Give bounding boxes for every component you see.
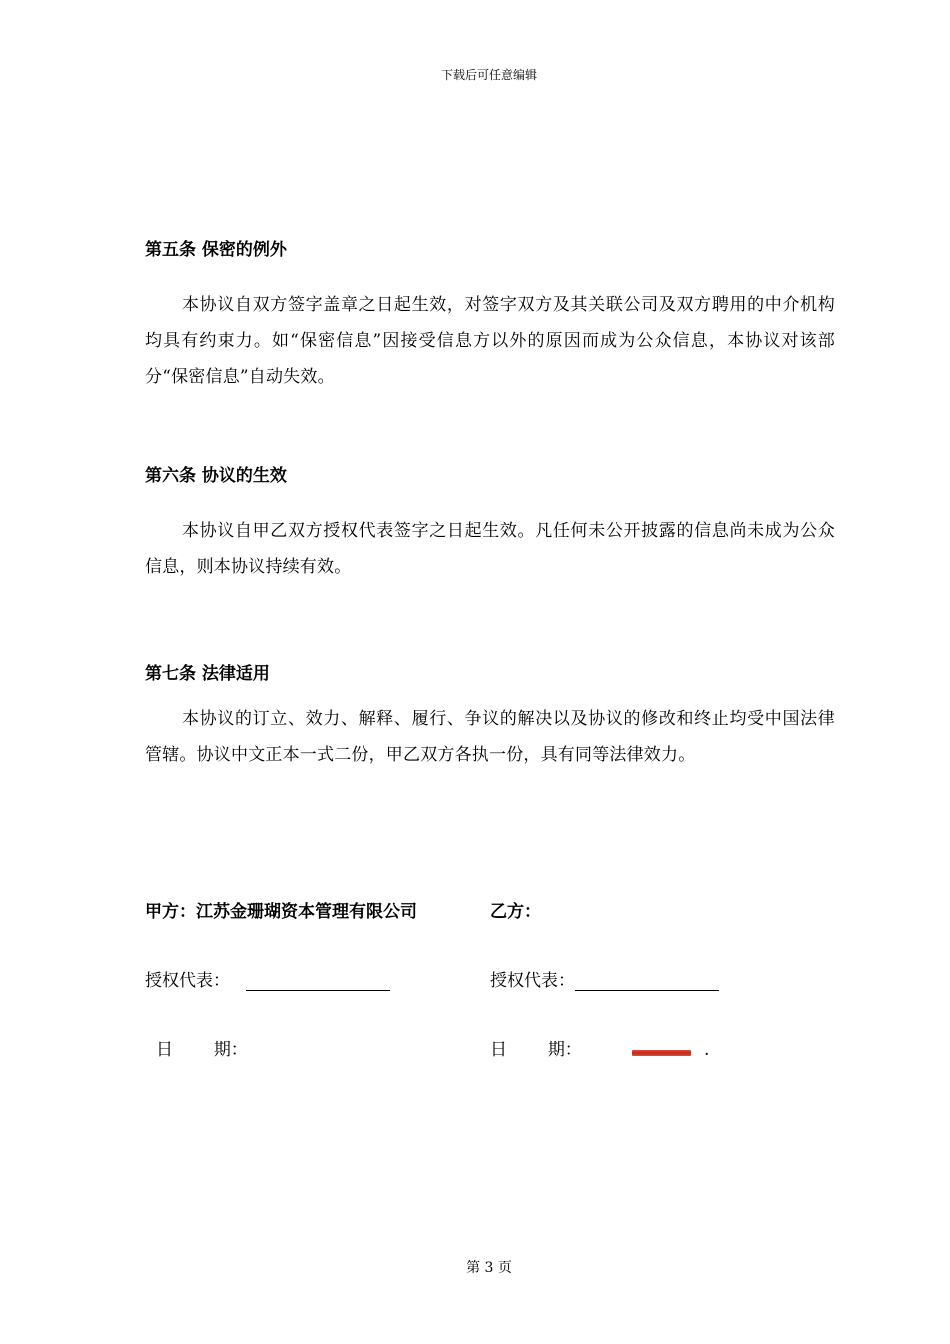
red-stamp-mark [632,1050,691,1056]
signature-blank-line [246,974,390,991]
page-number: 第 3 页 [466,1260,512,1276]
signature-blank-line [575,974,719,991]
date-label-char: 日 [490,1040,507,1060]
section-heading: 第五条 保密的例外 [145,240,287,260]
representative-label: 授权代表： [490,971,575,991]
party-b-date [490,1040,582,1060]
party-b-name: 乙方： [490,902,541,922]
date-label-char: 期： [547,1040,582,1060]
section-heading: 第六条 协议的生效 [145,466,287,486]
date-label-char: 期： [213,1040,248,1060]
party-a-representative [145,971,390,991]
party-a-name: 甲方：江苏金珊瑚资本管理有限公司 [145,902,417,922]
section-body: 本协议自双方签字盖章之日起生效，对签字双方及其关联公司及双方聘用的中介机构均具有约束力。如“保密信息”因接受信息方以外的原因而成为公众信息，本协议对该部分“保密信息”自动失效。 [145,295,835,387]
section-article-6 [145,466,835,585]
section-heading: 第七条 法律适用 [145,664,270,684]
header-note: 下载后可任意编辑 [440,68,537,82]
party-b-representative [490,971,719,991]
party-a-date [156,1040,248,1060]
section-body: 本协议自甲乙双方授权代表签字之日起生效。凡任何未公开披露的信息尚未成为公众信息，则本协议持续有效。 [145,521,835,577]
date-label-char: 日 [156,1040,173,1060]
section-article-5 [145,240,835,395]
date-suffix: . [704,1040,710,1060]
section-article-7 [145,664,835,773]
representative-label: 授权代表： [145,971,230,991]
section-body: 本协议的订立、效力、解释、履行、争议的解决以及协议的修改和终止均受中国法律管辖。协议中文正本一式二份，甲乙双方各执一份，具有同等法律效力。 [145,709,835,765]
